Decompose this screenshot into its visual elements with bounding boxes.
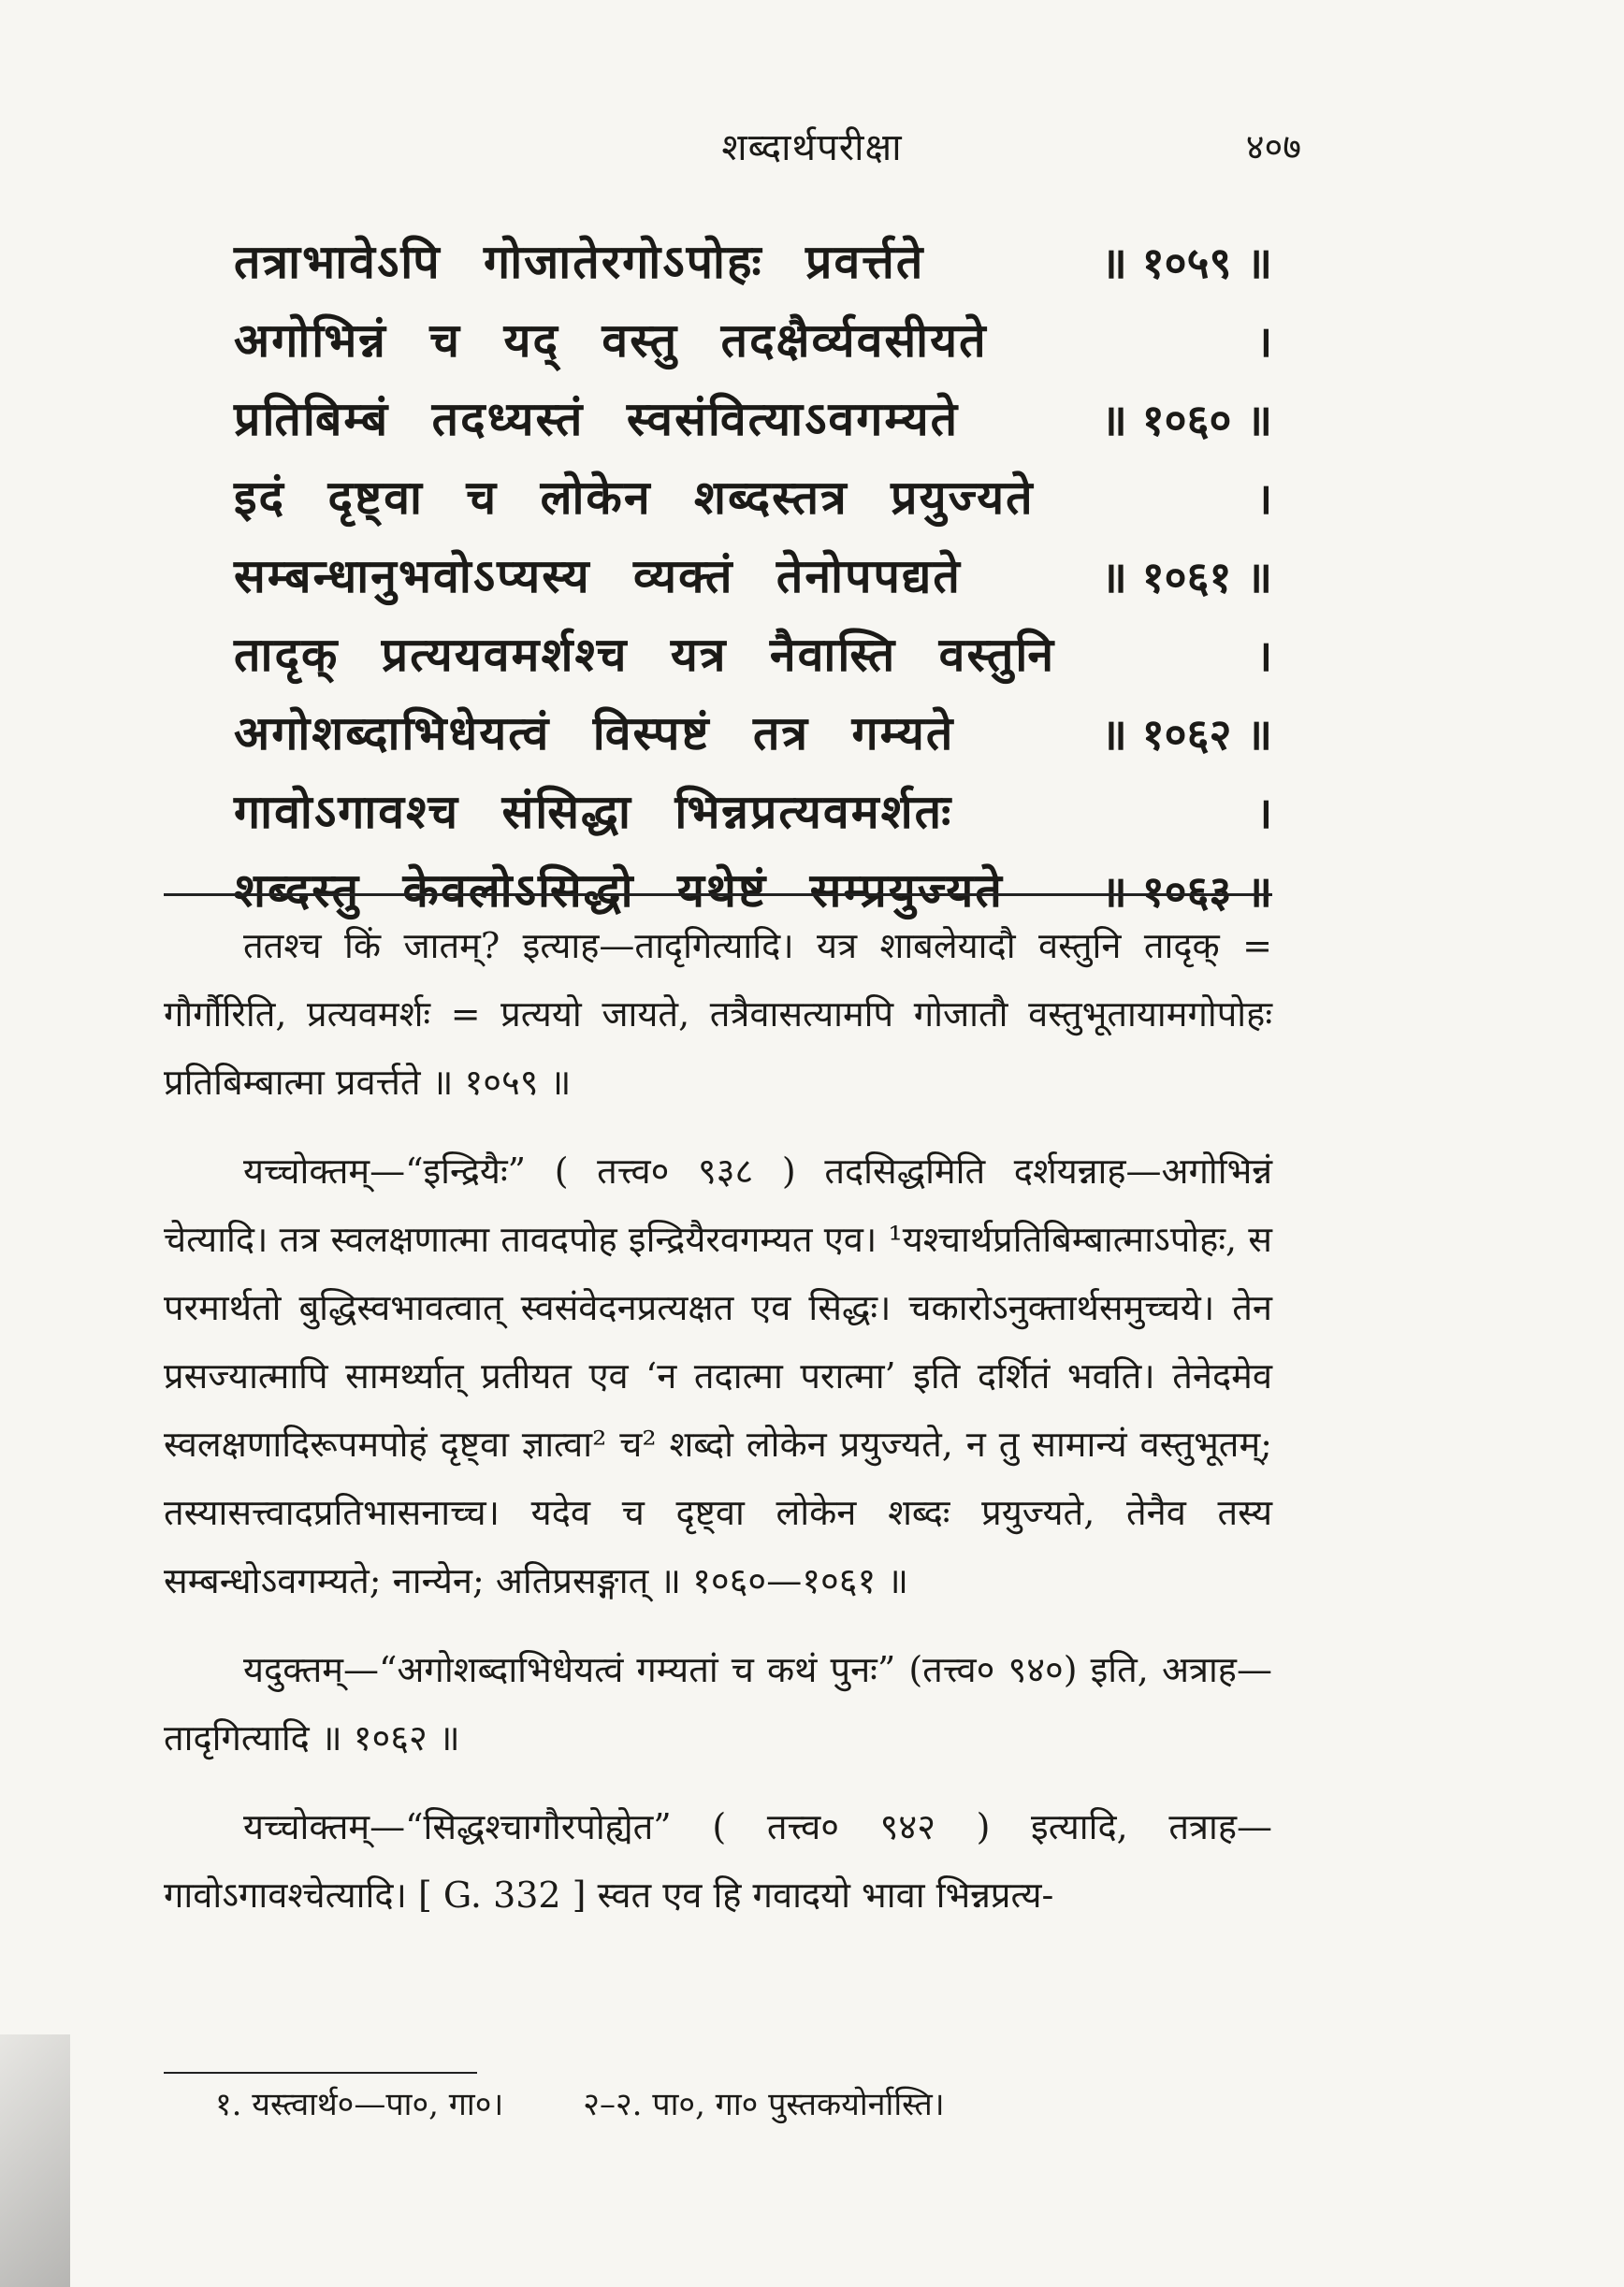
verse-text: तादृक् प्रत्ययवमर्शश्च यत्र नैवास्ति वस्तुनि (234, 627, 1056, 682)
verse-text: शब्दस्तु केवलोऽसिद्धो यथेष्टं सम्प्रयुज्यते (234, 862, 1004, 918)
verse-text: प्रतिबिम्बं तदध्यस्तं स्वसंवित्याऽवगम्यते (234, 391, 960, 446)
commentary-block (164, 912, 1272, 1950)
verse-text: इदं दृष्ट्वा च लोकेन शब्दस्तत्र प्रयुज्यते (234, 470, 1035, 525)
footnote: २–२. पा०, गा० पुस्तकयोर्नास्ति। (583, 2086, 945, 2123)
verse-separator-rule (164, 893, 1272, 896)
verse-danda: । (1255, 473, 1272, 524)
verse-number: ॥ १०६१ ॥ (1101, 552, 1272, 602)
page-number: ४०७ (1245, 126, 1301, 167)
footnote: १. यस्त्वार्थ०—पा०, गा०। (215, 2086, 504, 2123)
verse-number: ॥ १०६२ ॥ (1101, 709, 1272, 760)
verse-block (234, 223, 1272, 930)
footnote-separator-rule (164, 2072, 477, 2074)
verse-text: अगोभिन्नं च यद् वस्तु तदक्षैर्व्यवसीयते (234, 312, 988, 368)
verse-number: ॥ १०६० ॥ (1101, 395, 1272, 445)
verse-line (234, 773, 1272, 851)
running-title: शब्दार्थपरीक्षा (721, 126, 903, 169)
page-header (0, 112, 1624, 168)
verse-line (234, 615, 1272, 694)
commentary-paragraph: यच्चोक्तम्—“इन्द्रियैः” ( तत्त्व० ९३८ ) तदसिद्धमिति दर्शयन्नाह—अगोभिन्नं चेत्यादि। तत्र स्वलक्षणात्मा तावदपोह इन्द्रियैरवगम्यत एव। ¹यश्चार्थप्रतिबिम्बात्माऽपोहः, स परमार्थतो बुद्धिस्वभावत्वात् स्वसंवेदनप्रत्यक्षत एव सिद्धः। चकारोऽनुक्तार्थसमुच्चये। तेन प्रसज्यात्मापि सामर्थ्यात् प्रतीयत एव ‘न तदात्मा परात्मा’ इति दर्शितं भवति। तेनेदमेव स्वलक्षणादिरूपमपोहं दृष्ट्वा ज्ञात्वा² च² शब्दो लोकेन प्रयुज्यते, न तु सामान्यं वस्तुभूतम्; तस्यासत्त्वादप्रतिभासनाच्च। यदेव च दृष्ट्वा लोकेन शब्दः प्रयुज्यते, तेनैव तस्य सम्बन्धोऽवगम्यते; नान्येन; अतिप्रसङ्गात् ॥ १०६०—१०६१ ॥ (164, 1151, 1272, 1601)
verse-line (234, 223, 1272, 301)
verse-danda: । (1255, 316, 1272, 367)
commentary-paragraph: यदुक्तम्—“अगोशब्दाभिधेयत्वं गम्यतां च कथं पुनः” (तत्त्व० ९४०) इति, अत्राह—तादृगित्यादि ॥ १०६२ ॥ (164, 1649, 1272, 1759)
commentary-paragraph: ततश्च किं जातम्? इत्याह—तादृगित्यादि। यत्र शाबलेयादौ वस्तुनि तादृक् = गौर्गौरिति, प्रत्यवमर्शः = प्रत्ययो जायते, तत्रैवासत्यामपि गोजातौ वस्तुभूतायामगोपोहः प्रतिबिम्बात्मा प्रवर्त्तते ॥ १०५९ ॥ (164, 925, 1272, 1103)
verse-line (234, 380, 1272, 458)
verse-line (234, 458, 1272, 537)
verse-line (234, 694, 1272, 773)
verse-danda: । (1255, 630, 1272, 681)
verse-text: सम्बन्धानुभवोऽप्यस्य व्यक्तं तेनोपपद्यते (234, 548, 962, 603)
scan-edge-shadow (0, 2034, 70, 2287)
verse-text: गावोऽगावश्च संसिद्धा भिन्नप्रत्यवमर्शतः (234, 784, 953, 839)
verse-line (234, 301, 1272, 380)
verse-number: ॥ १०५९ ॥ (1101, 238, 1272, 288)
verse-danda: । (1255, 788, 1272, 838)
verse-text: तत्राभावेऽपि गोजातेरगोऽपोहः प्रवर्त्तते (234, 234, 925, 289)
verse-number: ॥ १०६३ ॥ (1101, 866, 1272, 917)
footnotes (215, 2077, 1272, 2133)
verse-text: अगोशब्दाभिधेयत्वं विस्पष्टं तत्र गम्यते (234, 705, 955, 760)
commentary-paragraph: यच्चोक्तम्—“सिद्धश्चागौरपोह्येत” ( तत्त्व० ९४२ ) इत्यादि, तत्राह—गावोऽगावश्चेत्यादि। [ G. 332 ] स्वत एव हि गवादयो भावा भिन्नप्रत्य- (164, 1806, 1272, 1916)
verse-line (234, 537, 1272, 615)
